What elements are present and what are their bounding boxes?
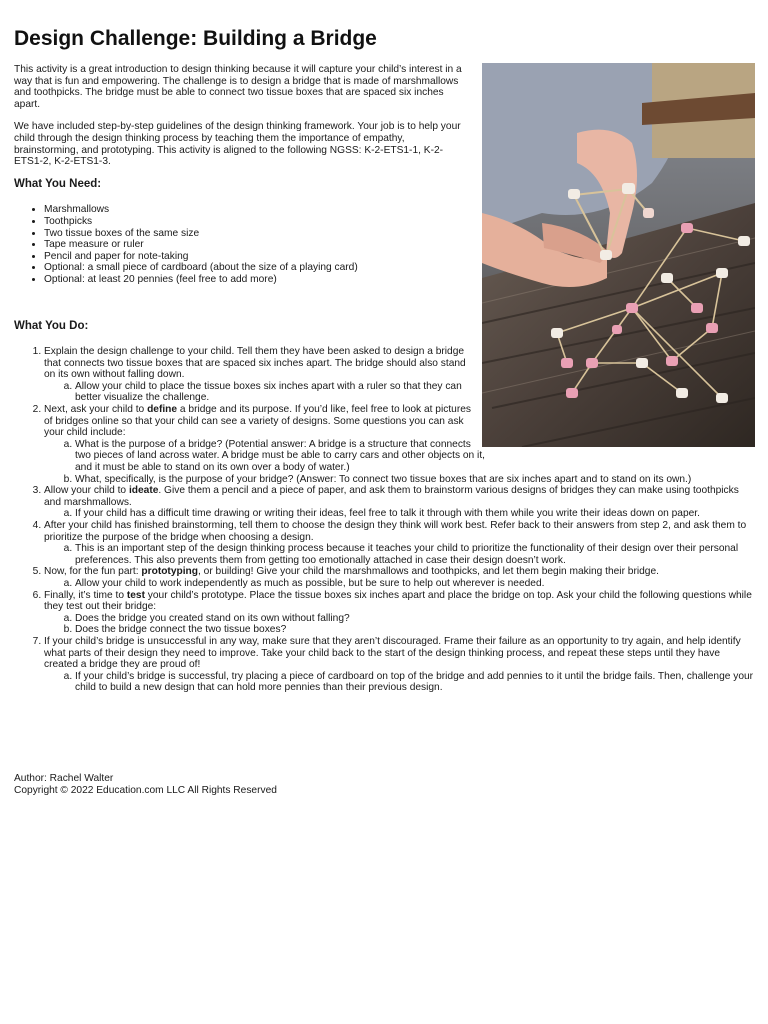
step-5-pre: Now, for the fun part: [44, 566, 142, 578]
step-2-bold: define [147, 404, 178, 416]
step-7 [44, 636, 755, 694]
what-you-need-heading: What You Need: [14, 177, 102, 190]
author-line: Author: Rachel Walter [14, 773, 114, 784]
list-item: • Tape measure or ruler [44, 239, 755, 251]
step-6-pre: Finally, it’s time to [44, 589, 127, 601]
list-item: • Pencil and paper for note-taking [44, 251, 755, 263]
step-2b: b. What, specifically, is the purpose of your bridge? (Answer: To connect two tissue boxes that are six inches apart and to stand on its own.) [75, 474, 755, 486]
step-3 [44, 485, 755, 520]
step-6-post: your child’s prototype. Place the tissue boxes six inches apart and place the bridge on top. Ask your child the following questions while they test out their bridge: [44, 589, 752, 613]
step-2a: a. What is the purpose of a bridge? (Potential answer: A bridge is a structure that connects two pieces of land across water. A bridge must be able to carry cars and other objects on it, and it must be able to stand on its own over a body of water.) [75, 439, 485, 474]
step-3a: a. If your child has a difficult time drawing or writing their ideas, feel free to talk it through with them while you write their ideas down on paper. [75, 508, 755, 520]
materials-list [14, 204, 755, 285]
step-4a: a. This is an important step of the design thinking process because it teaches your child to prioritize the functionality of their design over their personal preferences. This also prevents them from getting too emotionally attached in case their design doesn’t work. [75, 543, 755, 566]
step-1-text: Explain the design challenge to your child. Tell them they have been asked to design a bridge that connects two tissue boxes that are spaced six inches apart. The bridge should also stand on its own without falling down. [44, 346, 466, 381]
step-1a: a. Allow your child to place the tissue boxes six inches apart with a ruler so that they can better visualize the challenge. [75, 381, 485, 404]
page-title: Design Challenge: Building a Bridge [14, 27, 377, 50]
main-content [14, 64, 755, 694]
step-1 [44, 346, 474, 404]
list-item: • Marshmallows [44, 204, 755, 216]
copyright-line: Copyright © 2022 Education.com LLC All Rights Reserved [14, 784, 277, 796]
step-7-text: If your child’s bridge is unsuccessful in any way, make sure that they aren’t discouraged. Frame their failure as an opportunity to try again, and help identify what parts of their design they need to improve. Take your child back to the start of the design thinking process, and repeat these steps until they have created a bridge they are proud of! [44, 635, 741, 671]
step-5a: a. Allow your child to work independently as much as possible, but be sure to help out wherever is needed. [75, 578, 755, 590]
list-item: • Optional: a small piece of cardboard (about the size of a playing card) [44, 262, 755, 274]
footer [14, 773, 277, 797]
step-3-bold: ideate [128, 485, 159, 497]
step-4 [44, 520, 755, 566]
list-item: • Optional: at least 20 pennies (feel free to add more) [44, 274, 755, 286]
step-7a: a. If your child’s bridge is successful, try placing a piece of cardboard on top of the bridge and add pennies to it until the bridge fails. Then, challenge your child to build a new design that can hold more pennies than their previous design. [75, 671, 755, 694]
step-6-bold: test [126, 589, 145, 601]
list-item: • Toothpicks [44, 216, 755, 228]
step-5-post: , or building! Give your child the marshmallows and toothpicks, and let them begin making their bridge. [198, 566, 659, 578]
step-6 [44, 590, 755, 636]
step-3-post: . Give them a pencil and a piece of paper, and ask them to brainstorm various designs of bridges they can make using toothpicks and marshmallows. [44, 485, 739, 508]
step-2 [44, 404, 755, 485]
list-item: • Two tissue boxes of the same size [44, 228, 755, 240]
step-6b: b. Does the bridge connect the two tissue boxes? [75, 624, 755, 636]
step-4-text: After your child has finished brainstorming, tell them to choose the design they think will work best. Refer back to their answers from step 2, and ask them to prioritize the purpose of the bridge when choosing a design. [44, 520, 747, 543]
intro-paragraph-2: We have included step-by-step guidelines of the design thinking framework. Your job is to help your child through the design thinking process by teaching them the importance of empathy, brainstorming, and prototyping. This activity is aligned to the following NGSS: K-2-ETS1-1, K-2-ETS1-2, K-2-ETS1-3. [14, 121, 461, 168]
step-6a: a. Does the bridge you created stand on its own without falling? [75, 613, 755, 625]
step-2-pre: Next, ask your child to [44, 404, 148, 416]
intro-paragraph-1: This activity is a great introduction to design thinking because it will capture your child’s interest in a way that is fun and empowering. The challenge is to design a bridge that is made of marshmallows and toothpicks. The bridge must be able to connect two tissue boxes that are spaced six inches apart. [14, 64, 462, 110]
step-3-pre: Allow your child to [44, 485, 129, 497]
what-you-do-heading: What You Do: [14, 319, 89, 332]
step-2-post: a bridge and its purpose. If you’d like, feel free to look at pictures of bridges online so that your child can see a variety of designs. Some questions you can ask your child include: [44, 404, 471, 439]
steps-list [14, 346, 755, 694]
step-5 [44, 566, 755, 589]
step-5-bold: prototyping [141, 566, 198, 578]
